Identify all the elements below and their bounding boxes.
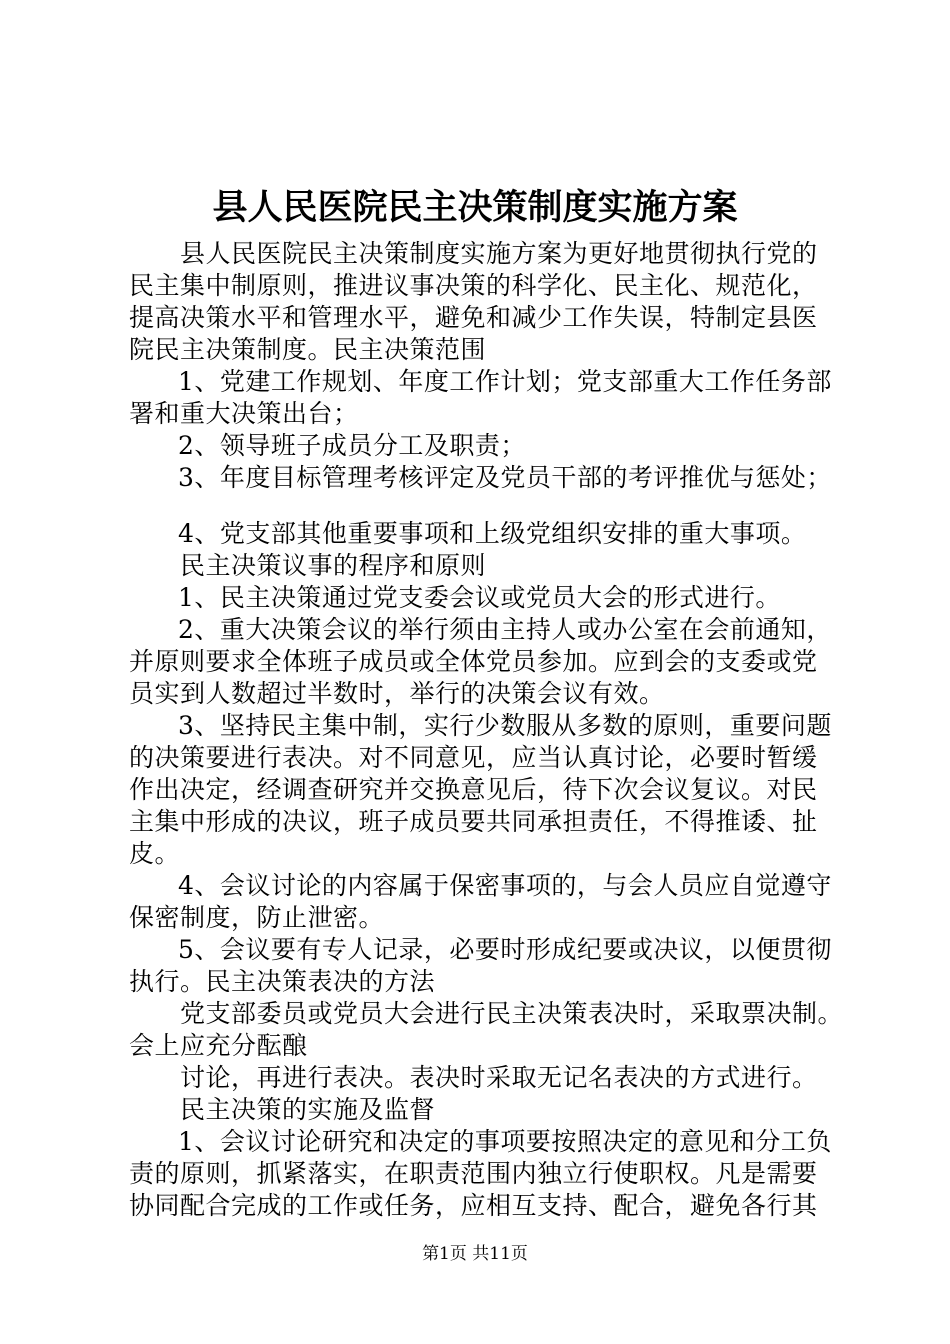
body-line: 党支部委员或党员大会进行民主决策表决时，采取票决制。 — [180, 999, 844, 1028]
document-title: 县人民医院民主决策制度实施方案 — [212, 187, 738, 228]
body-line: 1、民主决策通过党支委会议或党员大会的形式进行。 — [178, 583, 781, 612]
body-line: 民主集中制原则，推进议事决策的科学化、民主化、规范化， — [129, 271, 818, 300]
body-line: 主集中形成的决议，班子成员要共同承担责任，不得推诿、扯 — [129, 807, 818, 836]
body-line: 5、会议要有专人记录，必要时形成纪要或决议，以便贯彻 — [178, 935, 832, 964]
section-heading: 民主决策的实施及监督 — [180, 1095, 436, 1124]
page-footer: 第1页 共11页 — [422, 1244, 528, 1264]
section-heading: 民主决策议事的程序和原则 — [180, 551, 487, 580]
body-line: 提高决策水平和管理水平，避免和减少工作失误，特制定县医 — [129, 303, 818, 332]
body-line: 保密制度，防止泄密。 — [129, 903, 385, 932]
body-line: 2、重大决策会议的举行须由主持人或办公室在会前通知， — [178, 615, 832, 644]
body-line: 会上应充分酝酿 — [129, 1031, 308, 1060]
body-line: 2、领导班子成员分工及职责； — [178, 431, 526, 460]
body-line: 作出决定，经调查研究并交换意见后，待下次会议复议。对民 — [129, 775, 818, 804]
body-line: 署和重大决策出台； — [129, 399, 359, 428]
body-line: 院民主决策制度。民主决策范围 — [129, 335, 487, 364]
body-line: 县人民医院民主决策制度实施方案为更好地贯彻执行党的 — [180, 239, 818, 268]
body-line: 执行。民主决策表决的方法 — [129, 967, 436, 996]
body-line: 协同配合完成的工作或任务，应相互支持、配合，避免各行其 — [129, 1191, 818, 1220]
body-line: 员实到人数超过半数时，举行的决策会议有效。 — [129, 679, 665, 708]
body-line: 1、党建工作规划、年度工作计划；党支部重大工作任务部 — [178, 367, 832, 396]
body-line: 4、会议讨论的内容属于保密事项的，与会人员应自觉遵守 — [178, 871, 832, 900]
body-line: 讨论，再进行表决。表决时采取无记名表决的方式进行。 — [180, 1063, 818, 1092]
body-line: 责的原则，抓紧落实，在职责范围内独立行使职权。凡是需要 — [129, 1159, 818, 1188]
body-line: 3、坚持民主集中制，实行少数服从多数的原则，重要问题 — [178, 711, 832, 740]
body-line: 4、党支部其他重要事项和上级党组织安排的重大事项。 — [178, 519, 807, 548]
body-line: 并原则要求全体班子成员或全体党员参加。应到会的支委或党 — [129, 647, 818, 676]
body-line: 皮。 — [129, 839, 181, 868]
body-line: 3、年度目标管理考核评定及党员干部的考评推优与惩处； — [178, 463, 832, 492]
body-line: 1、会议讨论研究和决定的事项要按照决定的意见和分工负 — [178, 1127, 832, 1156]
body-line: 的决策要进行表决。对不同意见，应当认真讨论，必要时暂缓 — [129, 743, 818, 772]
